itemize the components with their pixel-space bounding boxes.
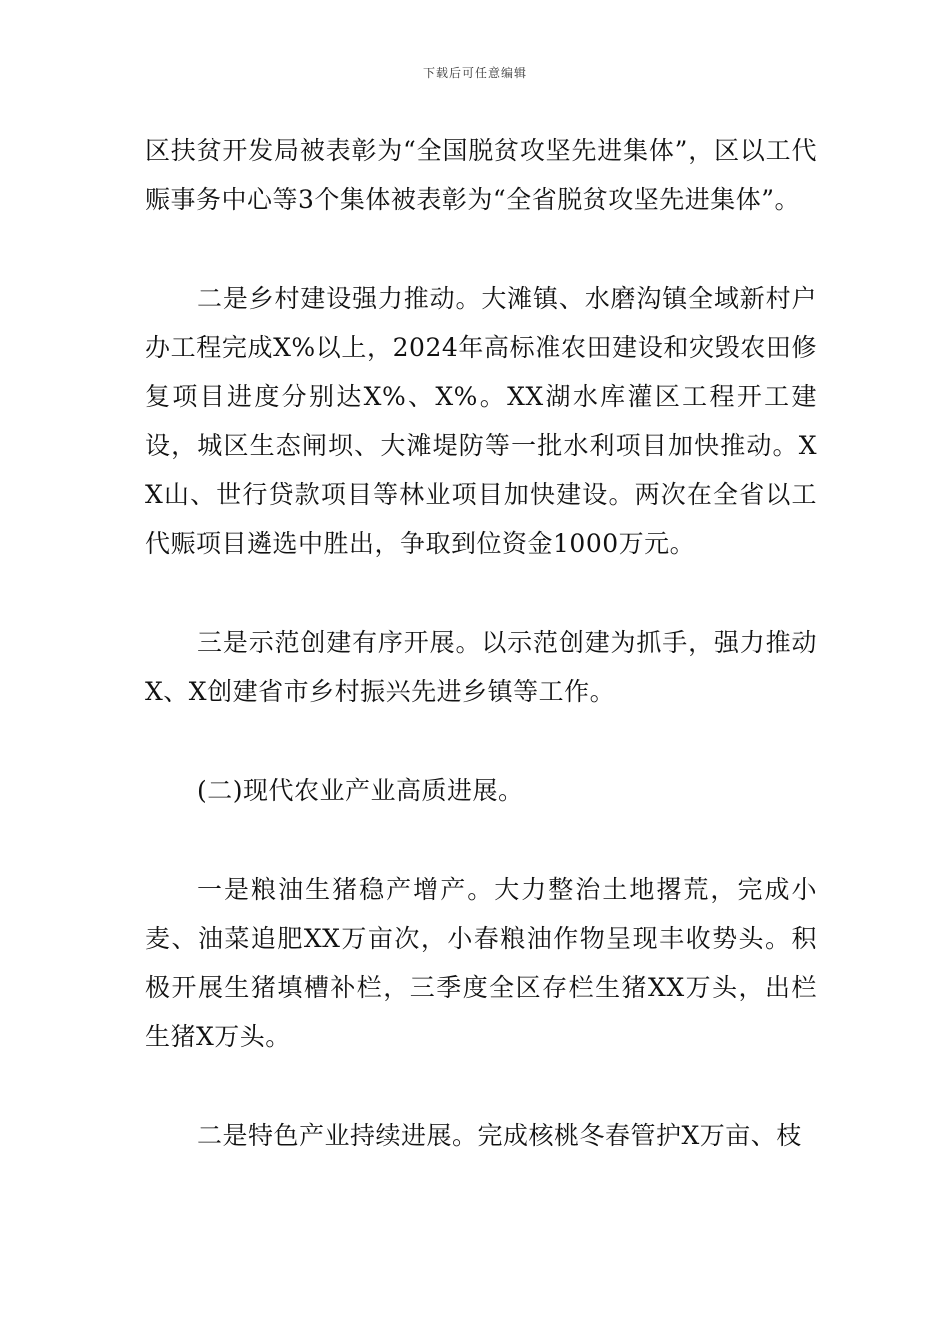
- paragraph-grain-pigs: 一是粮油生猪稳产增产。大力整治土地撂荒，完成小麦、油菜追肥XX万亩次，小春粮油作物呈现丰收势头。积极开展生猪填槽补栏，三季度全区存栏生猪XX万头，出栏生猪X万头。: [145, 875, 817, 1051]
- page-header: 下载后可任意编辑: [422, 66, 527, 80]
- paragraph-demonstration: 三是示范创建有序开展。以示范创建为抓手，强力推动X、X创建省市乡村振兴先进乡镇等工作。: [145, 628, 817, 706]
- section-heading-modern-agriculture: (二)现代农业产业高质进展。: [197, 776, 524, 805]
- document-body: [145, 126, 817, 1160]
- paragraph-rural-construction: 二是乡村建设强力推动。大滩镇、水磨沟镇全域新村户办工程完成X%以上，2024年高标准农田建设和灾毁农田修复项目进度分别达X%、X%。XX湖水库灌区工程开工建设，城区生态闸坝、大滩堤防等一批水利项目加快推动。XX山、世行贷款项目等林业项目加快建设。两次在全省以工代赈项目遴选中胜出，争取到位资金1000万元。: [145, 284, 817, 558]
- paragraph-specialty-industry: 二是特色产业持续进展。完成核桃冬春管护X万亩、枝: [197, 1121, 802, 1150]
- paragraph-continuation: 区扶贫开发局被表彰为“全国脱贫攻坚先进集体”，区以工代赈事务中心等3个集体被表彰为“全省脱贫攻坚先进集体”。: [145, 136, 817, 214]
